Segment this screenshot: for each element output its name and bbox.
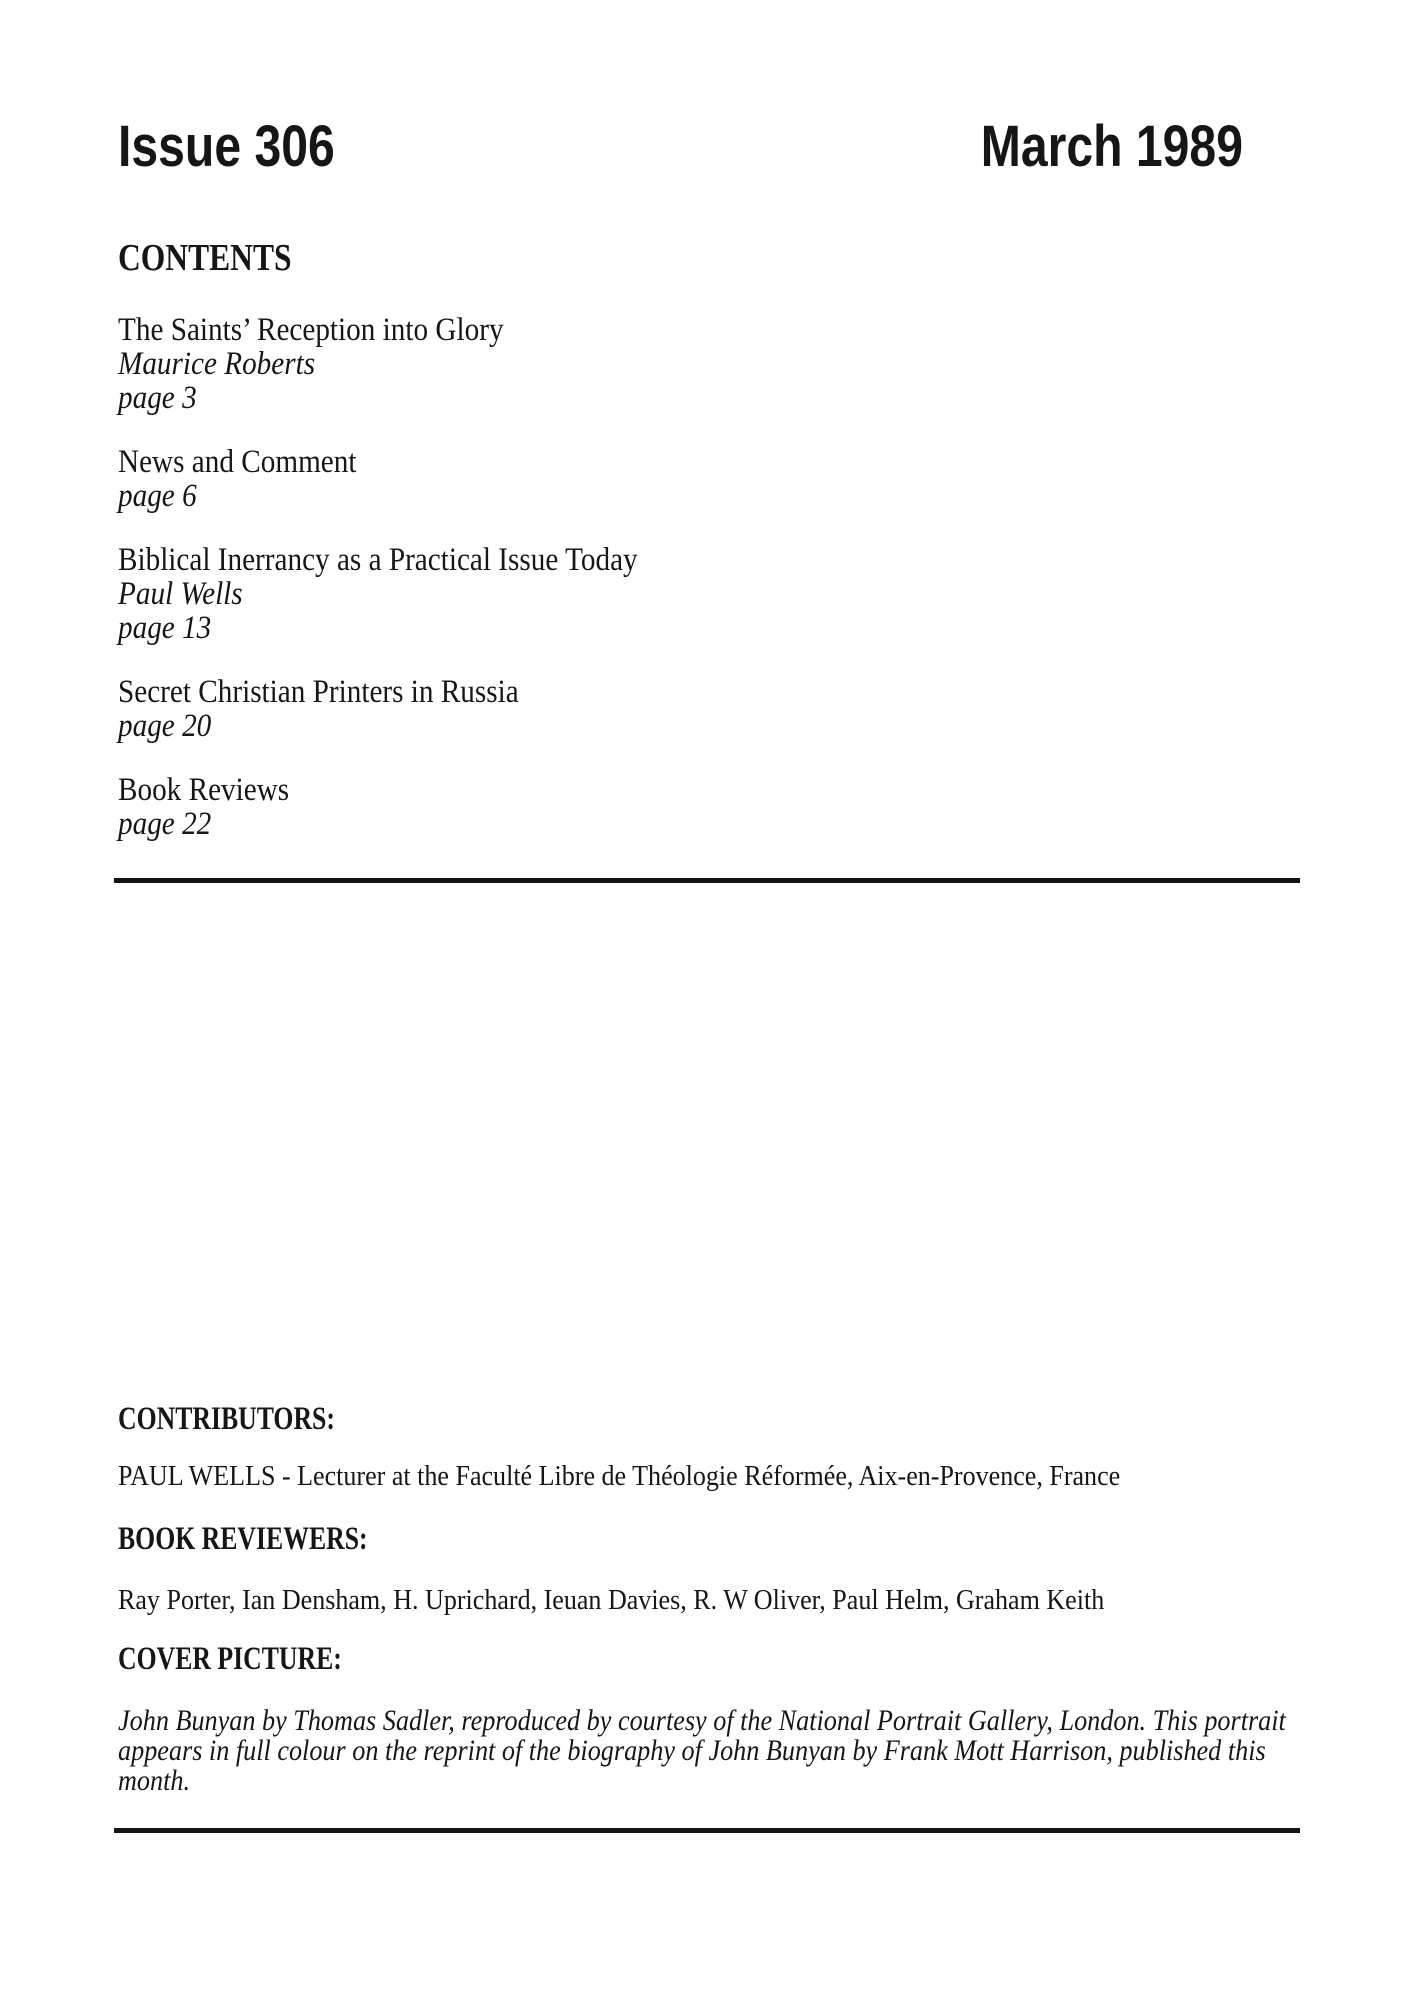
- item-page: page 22: [118, 806, 212, 842]
- item-title: Book Reviews: [118, 772, 290, 808]
- item-page: page 20: [118, 708, 212, 744]
- item-page: page 3: [118, 380, 197, 416]
- cover-picture-text-line: appears in full colour on the reprint of the biography of John Bunyan by Frank Mott Harrison, published this: [118, 1734, 1266, 1767]
- item-title: News and Comment: [118, 444, 357, 480]
- item-page: page 13: [118, 610, 212, 646]
- contents-item: [118, 445, 356, 513]
- item-author: Maurice Roberts: [118, 346, 316, 382]
- cover-picture-text-line: month.: [118, 1764, 191, 1797]
- item-title: The Saints’ Reception into Glory: [118, 312, 504, 348]
- cover-picture-note: [118, 1706, 1305, 1796]
- contents-heading: CONTENTS: [118, 237, 292, 279]
- divider-rule-bottom: [114, 1828, 1300, 1833]
- item-author: Paul Wells: [118, 576, 243, 612]
- divider-rule-top: [114, 878, 1300, 883]
- contributors-line: PAUL WELLS - Lecturer at the Faculté Libre de Théologie Réformée, Aix-en-Provence, France: [118, 1461, 1121, 1492]
- item-page: page 6: [118, 478, 197, 514]
- contents-item: [118, 675, 519, 743]
- item-title: Biblical Inerrancy as a Practical Issue Today: [118, 542, 638, 578]
- book-reviewers-heading: BOOK REVIEWERS:: [118, 1521, 368, 1557]
- contents-item: [118, 773, 289, 841]
- item-title: Secret Christian Printers in Russia: [118, 674, 519, 710]
- contributors-heading: CONTRIBUTORS:: [118, 1401, 335, 1437]
- contents-item: [118, 313, 504, 415]
- contents-item: [118, 543, 638, 645]
- book-reviewers-line: Ray Porter, Ian Densham, H. Uprichard, Ieuan Davies, R. W Oliver, Paul Helm, Graham Keith: [118, 1585, 1105, 1616]
- date-label: March 1989: [980, 114, 1243, 179]
- cover-picture-text-line: John Bunyan by Thomas Sadler, reproduced by courtesy of the National Portrait Gallery, London. This portrait: [118, 1704, 1286, 1737]
- cover-picture-heading: COVER PICTURE:: [118, 1641, 342, 1677]
- issue-label: Issue 306: [118, 114, 335, 179]
